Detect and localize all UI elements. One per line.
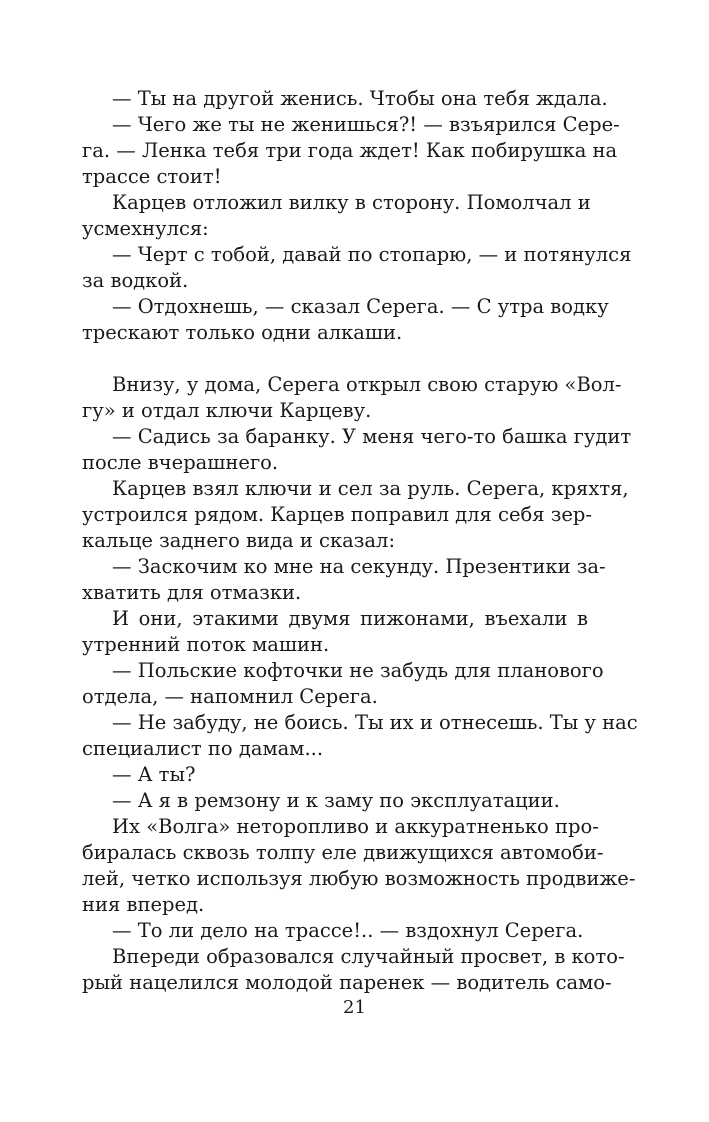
text-line: — Чего же ты не женишься?! — взъярился Сере- xyxy=(112,113,620,136)
text-line: — Не забуду, не боись. Ты их и отнесешь. Ты у нас xyxy=(112,711,638,734)
text-line: трассе стоит! xyxy=(82,165,222,188)
text-line: гу» и отдал ключи Карцеву. xyxy=(82,399,372,422)
text-line: Внизу, у дома, Серега открыл свою старую «Вол- xyxy=(112,373,622,396)
text-line: хватить для отмазки. xyxy=(82,581,302,604)
text-line: специалист по дамам... xyxy=(82,737,324,760)
page-number: 21 xyxy=(343,997,366,1018)
text-line: отдела, — напомнил Серега. xyxy=(82,685,378,708)
text-line: — Садись за баранку. У меня чего-то башка гудит xyxy=(112,425,632,448)
book-text xyxy=(82,86,638,996)
text-line: га. — Ленка тебя три года ждет! Как побирушка на xyxy=(82,139,618,162)
text-line: — А я в ремзону и к заму по эксплуатации. xyxy=(112,789,560,812)
text-line: кальце заднего вида и сказал: xyxy=(82,529,396,552)
text-line: — А ты? xyxy=(112,763,196,786)
text-line: трескают только одни алкаши. xyxy=(82,321,403,344)
text-line: после вчерашнего. xyxy=(82,451,279,474)
text-line: лей, четко используя любую возможность продвиже- xyxy=(82,867,636,890)
text-line: — Черт с тобой, давай по стопарю, — и потянулся xyxy=(112,243,632,266)
text-line: усмехнулся: xyxy=(82,217,209,240)
text-line: рый нацелился молодой паренек — водитель само- xyxy=(82,971,612,994)
text-line: Карцев отложил вилку в сторону. Помолчал и xyxy=(112,191,591,214)
text-line: за водкой. xyxy=(82,269,189,292)
text-line: — Заскочим ко мне на секунду. Презентики за- xyxy=(112,555,606,578)
text-line: ния вперед. xyxy=(82,893,205,916)
text-line: — Отдохнешь, — сказал Серега. — С утра водку xyxy=(112,295,609,318)
text-line: Впереди образовался случайный просвет, в кото- xyxy=(112,945,625,968)
section-break xyxy=(82,346,588,372)
text-line: И они, этакими двумя пижонами, въехали в xyxy=(112,607,588,630)
text-line: — Польские кофточки не забудь для планового xyxy=(112,659,604,682)
text-line: Карцев взял ключи и сел за руль. Серега, кряхтя, xyxy=(112,477,629,500)
text-line: — То ли дело на трассе!.. — вздохнул Серега. xyxy=(112,919,584,942)
text-line: утренний поток машин. xyxy=(82,633,330,656)
text-line: — Ты на другой женись. Чтобы она тебя ждала. xyxy=(112,87,608,110)
text-line: устроился рядом. Карцев поправил для себя зер- xyxy=(82,503,593,526)
text-line: биралась сквозь толпу еле движущихся автомоби- xyxy=(82,841,604,864)
text-line: Их «Волга» неторопливо и аккуратненько про- xyxy=(112,815,599,838)
